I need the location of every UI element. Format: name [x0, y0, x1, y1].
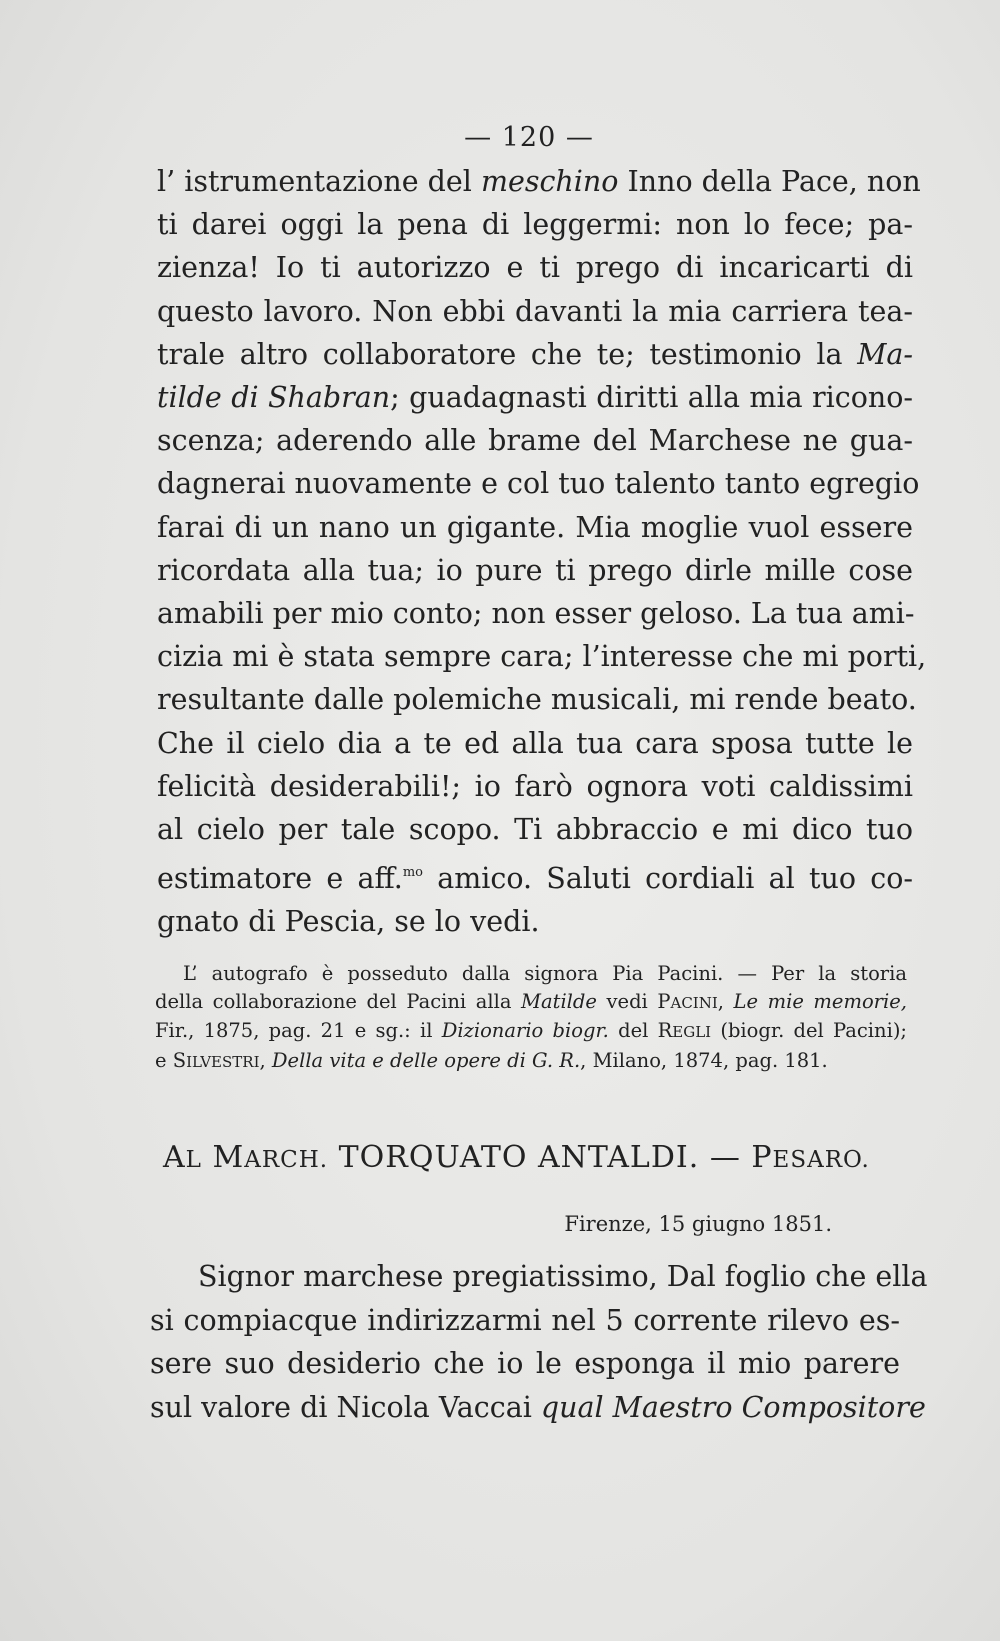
- letter-text: [150, 1255, 928, 1429]
- text-fragment: ; guadagnasti diritti alla mia ricono-: [390, 381, 913, 415]
- letter-heading: [163, 1140, 913, 1175]
- text-fragment: sul valore di Nicola Vaccai: [150, 1390, 541, 1424]
- footnote: [155, 960, 907, 1076]
- text-line: sere suo desiderio che io le esponga il mio parere: [150, 1347, 900, 1380]
- text-line: [157, 160, 921, 203]
- text-fragment: l’ istrumentazione del: [157, 165, 481, 198]
- text-line: amabili per mio conto; non esser geloso. La tua ami-: [157, 597, 915, 631]
- smallcaps-initial: S: [172, 1048, 187, 1072]
- smallcaps-text: ARCH.: [244, 1147, 329, 1173]
- text-line: si compiacque indirizzarmi nel 5 corrente rilevo es-: [150, 1303, 900, 1337]
- text-line: [157, 376, 913, 419]
- text-line: dagnerai nuovamente e col tuo talento tanto egregio: [157, 467, 920, 501]
- superscript: mo: [402, 865, 423, 881]
- smallcaps-initial: M: [212, 1140, 245, 1175]
- text-line: [157, 851, 913, 900]
- text-fragment: e: [155, 1048, 173, 1072]
- italic-text: tilde di Shabran: [157, 381, 391, 415]
- text-fragment: (biogr. del Pacini);: [711, 1019, 908, 1042]
- smallcaps-text: ESARO.: [772, 1147, 870, 1173]
- text-line: Signor marchese pregiatissimo, Dal foglio che ella: [198, 1260, 928, 1293]
- text-fragment: Inno della Pace, non: [618, 165, 921, 198]
- text-fragment: vedi: [596, 989, 658, 1013]
- text-fragment: del: [608, 1019, 658, 1042]
- italic-text: Ma-: [857, 337, 913, 371]
- text-line: Che il cielo dia a te ed alla tua cara sposa tutte le: [157, 726, 913, 760]
- text-line: [157, 333, 913, 376]
- text-line: al cielo per tale scopo. Ti abbraccio e mi dico tuo: [157, 813, 913, 847]
- dateline: Firenze, 15 giugno 1851.: [564, 1212, 832, 1236]
- text-fragment: , Milano, 1874, pag. 181.: [580, 1048, 828, 1072]
- italic-text: qual Maestro Compositore: [540, 1390, 926, 1424]
- smallcaps-initial: A: [163, 1140, 186, 1175]
- text-line: felicità desiderabili!; io farò ognora voti caldissimi: [157, 769, 913, 803]
- italic-text: Le mie memorie,: [733, 989, 907, 1013]
- smallcaps-text: EGLI: [672, 1023, 712, 1041]
- smallcaps-initial: R: [657, 1019, 673, 1042]
- text-line: ricordata alla tua; io pure ti prego dirle mille cose: [157, 553, 913, 587]
- text-line: questo lavoro. Non ebbi davanti la mia carriera tea-: [157, 294, 913, 328]
- text-fragment: ,: [717, 989, 734, 1013]
- smallcaps-text: ACINI: [670, 993, 718, 1012]
- smallcaps-initial: P: [657, 989, 671, 1013]
- text-fragment: ,: [259, 1048, 272, 1072]
- page-number: — 120 —: [464, 122, 594, 153]
- text-line: farai di un nano un gigante. Mia moglie vuol essere: [157, 510, 913, 544]
- footnote-line: [155, 1017, 907, 1047]
- footnote-line: [155, 1047, 907, 1077]
- text-fragment: Fir., 1875, pag. 21 e sg.: il: [155, 1019, 442, 1042]
- text-line: cizia mi è stata sempre cara; l’interesse che mi porti,: [157, 640, 927, 674]
- italic-text: meschino: [480, 165, 619, 198]
- text-line: gnato di Pescia, se lo vedi.: [157, 905, 540, 939]
- smallcaps-text: L: [185, 1147, 202, 1173]
- text-line: resultante dalle polemiche musicali, mi rende beato.: [157, 683, 917, 717]
- text-fragment: estimatore e aff.: [157, 862, 403, 896]
- italic-text: Dizionario biogr.: [441, 1019, 609, 1042]
- smallcaps-initial: P: [751, 1140, 773, 1175]
- italic-text: Matilde: [521, 989, 597, 1013]
- smallcaps-text: ILVESTRI: [186, 1052, 260, 1071]
- text-line: ti darei oggi la pena di leggermi: non lo fece; pa-: [157, 208, 913, 242]
- footnote-line: [155, 988, 907, 1018]
- text-fragment: della collaborazione del Pacini alla: [155, 989, 522, 1013]
- recipient-name: TORQUATO ANTALDI. —: [328, 1140, 752, 1175]
- italic-text: Della vita e delle opere di G. R.: [271, 1048, 581, 1072]
- footnote-line: L’ autografo è posseduto dalla signora Pia Pacini. — Per la storia: [183, 962, 907, 985]
- text-line: zienza! Io ti autorizzo e ti prego di incaricarti di: [157, 251, 913, 285]
- text-line: [150, 1386, 926, 1430]
- text-line: scenza; aderendo alle brame del Marchese ne gua-: [157, 424, 913, 458]
- main-text: [157, 160, 927, 944]
- text-fragment: amico. Saluti cordiali al tuo co-: [422, 862, 913, 896]
- text-fragment: trale altro collaboratore che te; testimonio la: [157, 337, 858, 371]
